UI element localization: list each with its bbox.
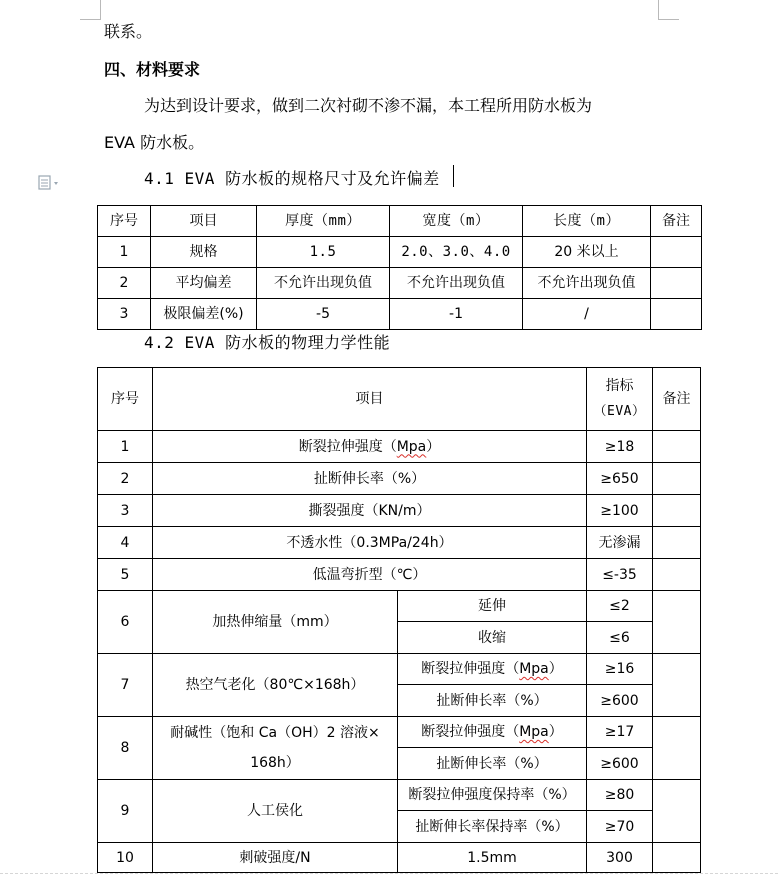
table-cell: 300: [587, 843, 653, 873]
table-cell: [651, 237, 702, 268]
table-cell: [153, 717, 398, 780]
paragraph-marker-icon[interactable]: [37, 174, 63, 192]
table-cell: 1.5: [257, 237, 390, 268]
table-cell: ≥18: [587, 431, 653, 463]
item-text-line2: 168h）: [250, 755, 300, 771]
table-row: [98, 780, 701, 811]
table-cell: 6: [98, 591, 153, 654]
table-header-row: [98, 368, 701, 431]
table-row: [98, 654, 701, 685]
table-cell: 不允许出现负值: [523, 268, 651, 299]
table-cell: 规格: [151, 237, 257, 268]
header-cell: 长度（m）: [523, 206, 651, 237]
header-cell: [587, 368, 653, 431]
table-cell: 不透水性（0.3MPa/24h）: [153, 527, 587, 559]
table-cell: ≥600: [587, 748, 653, 780]
spellcheck-flag: Mpa: [519, 661, 549, 677]
header-cell: 序号: [98, 206, 151, 237]
table-row: [98, 495, 701, 527]
table-cell: 扯断伸长率（%）: [153, 463, 587, 495]
table-cell: 10: [98, 843, 153, 873]
table-cell: [653, 431, 701, 463]
table-cell: ≥17: [587, 717, 653, 748]
subheading-4-2: 4.2 EVA 防水板的物理力学性能: [144, 333, 391, 352]
table-cell: ≤-35: [587, 559, 653, 591]
table-cell: ≥16: [587, 654, 653, 685]
page-corner-mark-left: [80, 0, 101, 20]
table-cell: 断裂拉伸强度（Mpa）: [398, 654, 587, 685]
header-index-line2: （EVA）: [593, 404, 646, 419]
header-cell: 项目: [153, 368, 587, 431]
table-cell: 1: [98, 431, 153, 463]
spellcheck-flag: Mpa: [519, 724, 549, 740]
table-cell: 20 米以上: [523, 237, 651, 268]
table-cell: [653, 780, 701, 843]
header-cell: 序号: [98, 368, 153, 431]
item-text-line1: 耐碱性（饱和 Ca（OH）2 溶液×: [170, 725, 380, 741]
spec-deviation-table: [97, 205, 702, 330]
table-cell: [653, 591, 701, 654]
table-row: [98, 431, 701, 463]
table-cell: 不允许出现负值: [390, 268, 523, 299]
table-cell: ≤6: [587, 622, 653, 654]
table-cell: 2: [98, 463, 153, 495]
text-cursor: [453, 165, 454, 187]
table-cell: 7: [98, 654, 153, 717]
table-cell: [651, 268, 702, 299]
table-cell: 撕裂强度（KN/m）: [153, 495, 587, 527]
table-cell: 扯断伸长率（%）: [398, 748, 587, 780]
table-row: [98, 717, 701, 748]
table-row: [98, 843, 701, 873]
table-cell: [653, 843, 701, 873]
header-index-line1: 指标: [605, 378, 634, 394]
table-cell: [653, 654, 701, 717]
table-cell: 3: [98, 495, 153, 527]
table-cell: 2: [98, 268, 151, 299]
table-cell: 不允许出现负值: [257, 268, 390, 299]
table-cell: 扯断伸长率（%）: [398, 685, 587, 717]
table-row: [98, 527, 701, 559]
table-row: [98, 559, 701, 591]
table-cell: ≥600: [587, 685, 653, 717]
contact-tail-text: 联系。: [104, 22, 153, 41]
table-cell: ≤2: [587, 591, 653, 622]
table-cell: 热空气老化（80℃×168h）: [153, 654, 398, 717]
table-cell: 2.0、3.0、4.0: [390, 237, 523, 268]
table-header-row: [98, 206, 702, 237]
table-cell: 低温弯折型（℃）: [153, 559, 587, 591]
table-row: [98, 463, 701, 495]
header-cell: 宽度（m）: [390, 206, 523, 237]
table-cell: [653, 717, 701, 780]
section-heading: 四、材料要求: [104, 60, 201, 79]
table-row: [98, 268, 702, 299]
table-cell: 人工侯化: [153, 780, 398, 843]
table-cell: [653, 495, 701, 527]
spellcheck-flag: Mpa: [396, 438, 427, 455]
table-cell: 加热伸缩量（mm）: [153, 591, 398, 654]
table-cell: -5: [257, 299, 390, 330]
table-cell: 极限偏差(%): [151, 299, 257, 330]
table-cell: [653, 527, 701, 559]
table-cell: 断裂拉伸强度（Mpa）: [398, 717, 587, 748]
table-cell: 刺破强度/N: [153, 843, 398, 873]
item-text: 断裂拉伸强度（Mpa）: [298, 438, 441, 455]
table-cell: 4: [98, 527, 153, 559]
header-cell: 备注: [653, 368, 701, 431]
table-cell: ≥70: [587, 811, 653, 843]
table-row: [98, 591, 701, 622]
table-cell: 平均偏差: [151, 268, 257, 299]
table-cell: [651, 299, 702, 330]
table-cell: ≥650: [587, 463, 653, 495]
table-cell: [653, 559, 701, 591]
table-cell: 9: [98, 780, 153, 843]
table-cell: 8: [98, 717, 153, 780]
table-cell: 扯断伸长率保持率（%）: [398, 811, 587, 843]
table-cell: /: [523, 299, 651, 330]
table-cell: 5: [98, 559, 153, 591]
table-cell: 延伸: [398, 591, 587, 622]
table-row: [98, 299, 702, 330]
header-cell: 项目: [151, 206, 257, 237]
intro-paragraph-line1: 为达到设计要求，做到二次衬砌不渗不漏，本工程所用防水板为: [144, 96, 593, 115]
table-cell: -1: [390, 299, 523, 330]
table-cell: ≥100: [587, 495, 653, 527]
table-cell: 1.5mm: [398, 843, 587, 873]
table-cell: 1: [98, 237, 151, 268]
table-cell: ≥80: [587, 780, 653, 811]
table-cell: 断裂拉伸强度保持率（%）: [398, 780, 587, 811]
intro-paragraph-line2: EVA 防水板。: [104, 133, 205, 152]
physical-properties-table: [97, 367, 701, 873]
table-row: [98, 237, 702, 268]
header-cell: 厚度（mm）: [257, 206, 390, 237]
table-cell: 3: [98, 299, 151, 330]
header-cell: 备注: [651, 206, 702, 237]
page-bottom-rule: [0, 873, 778, 874]
subheading-4-1: 4.1 EVA 防水板的规格尺寸及允许偏差: [144, 169, 440, 188]
table-cell: 收缩: [398, 622, 587, 654]
table-cell: 无渗漏: [587, 527, 653, 559]
page-corner-mark-right: [658, 0, 679, 20]
table-cell: [653, 463, 701, 495]
table-cell: [153, 431, 587, 463]
